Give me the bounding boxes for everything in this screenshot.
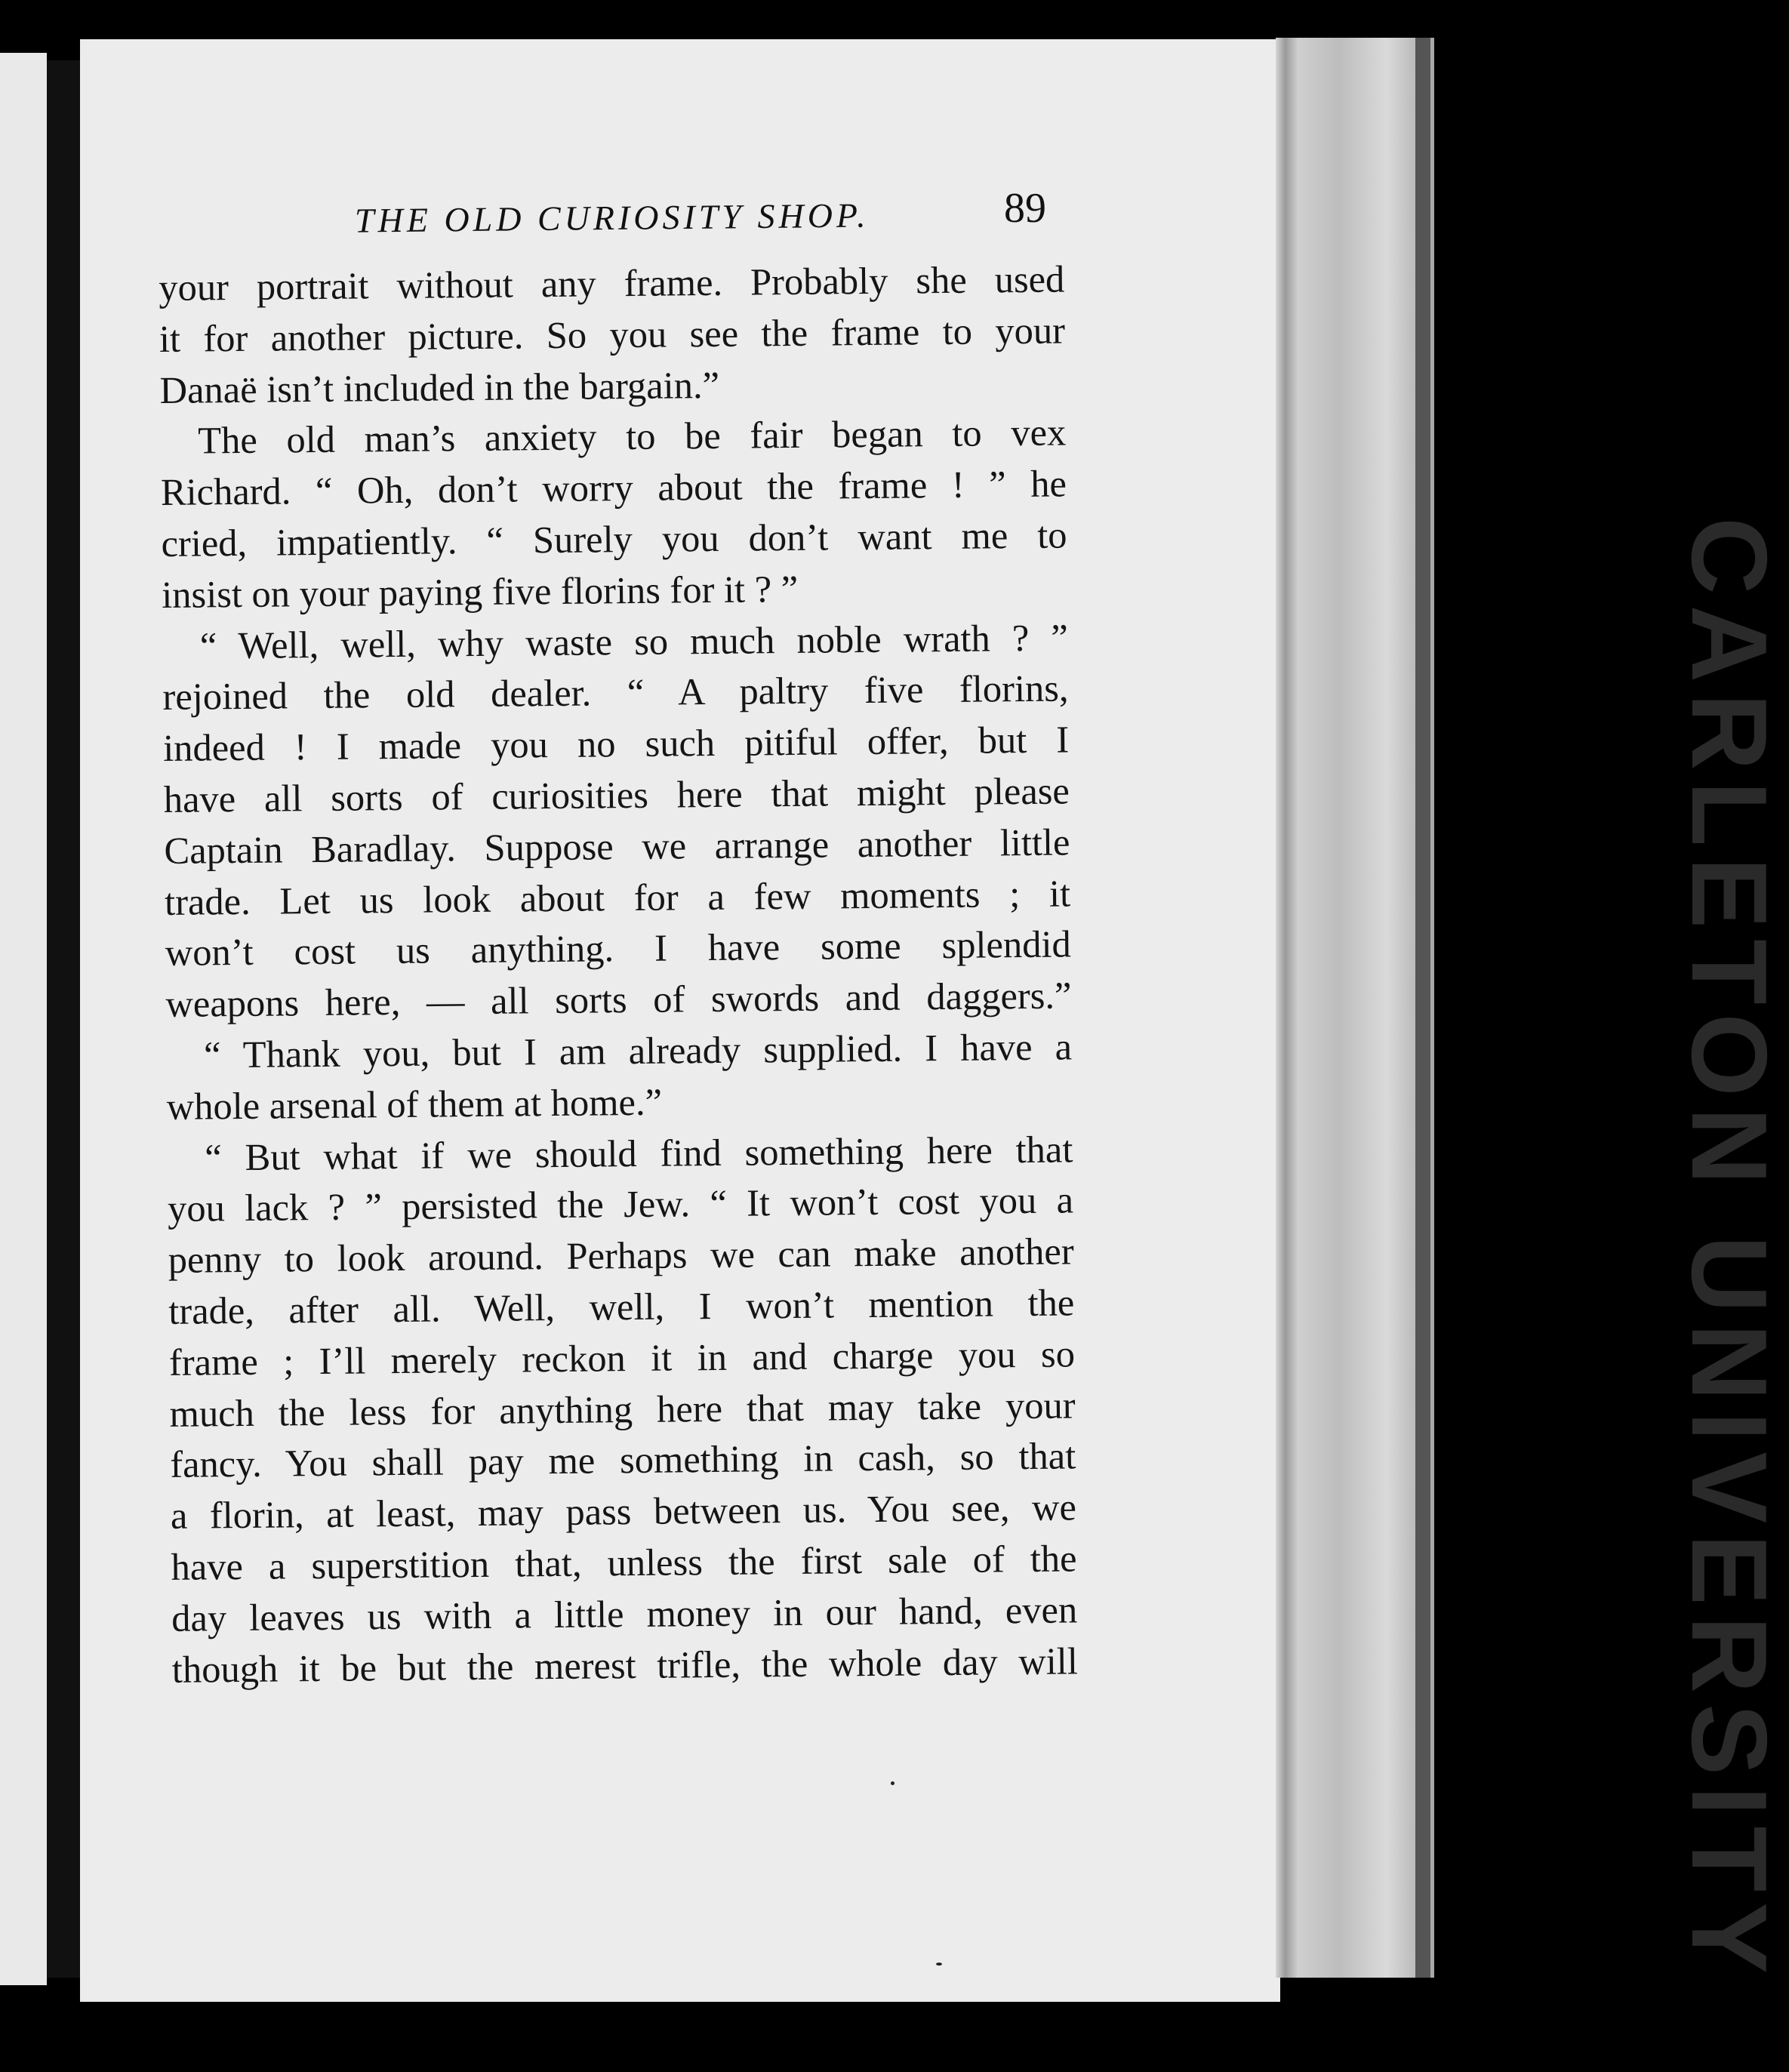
binding-edge [1276,38,1434,1978]
text-line: trade. Let us look about for a few moments ; it [164,872,1071,923]
facing-page-edge [0,53,47,1985]
running-head: THE OLD CURIOSITY SHOP. [354,196,870,240]
text-line: though it be but the merest trifle, the whole day will [171,1639,1079,1691]
text-line: fancy. You shall pay me something in cash, so that [170,1434,1076,1486]
text-line: you lack ? ” persisted the Jew. “ It won’t cost you a [167,1178,1074,1230]
text-line: trade, after all. Well, well, I won’t mention the [168,1281,1075,1332]
text-line: have a superstition that, unless the first sale of the [171,1537,1077,1588]
text-line: cried, impatiently. “ Surely you don’t want me to [161,513,1067,565]
text-line: “ Well, well, why waste so much noble wrath ? ” [199,616,1069,667]
text-line: much the less for anything here that may take your [169,1383,1076,1435]
text-line: frame ; I’ll merely reckon it in and charge you so [168,1332,1076,1384]
text-line: a florin, at least, may pass between us. You see, we [170,1485,1077,1538]
text-line: have all sorts of curiosities here that might please [163,769,1070,820]
text-line: insist on your paying five florins for it ? ” [161,567,799,616]
ink-speck [891,1781,894,1785]
text-line: The old man’s anxiety to be fair began to vex [197,411,1067,462]
text-line: Danaë isn’t included in the bargain.” [159,363,720,411]
text-line: your portrait without any frame. Probably she used [159,257,1065,309]
text-line: indeed ! I made you no such pitiful offer, but I [162,718,1070,770]
text-line: weapons here, — all sorts of swords and daggers.” [165,974,1072,1026]
text-line: Captain Baradlay. Suppose we arrange another little [164,820,1070,872]
text-line: Richard. “ Oh, don’t worry about the frame ! ” he [160,462,1067,514]
text-line: whole arsenal of them at home.” [166,1080,663,1128]
library-stamp: CARLETON UNIVERSITY [1669,517,1789,1984]
text-line: “ But what if we should find something here that [205,1127,1073,1179]
text-line: rejoined the old dealer. “ A paltry five florins, [162,667,1069,719]
binding-shadow [1415,38,1430,1978]
page-number: 89 [1004,185,1046,232]
ink-speck [936,1963,942,1966]
text-line: it for another picture. So you see the frame to your [159,309,1066,360]
text-line: won’t cost us anything. I have some splendid [165,922,1071,974]
text-line: penny to look around. Perhaps we can make another [168,1230,1074,1282]
text-line: “ Thank you, but I am already supplied. I have a [203,1025,1073,1076]
text-line: day leaves us with a little money in our hand, even [171,1588,1078,1639]
body-text [159,254,1078,1695]
